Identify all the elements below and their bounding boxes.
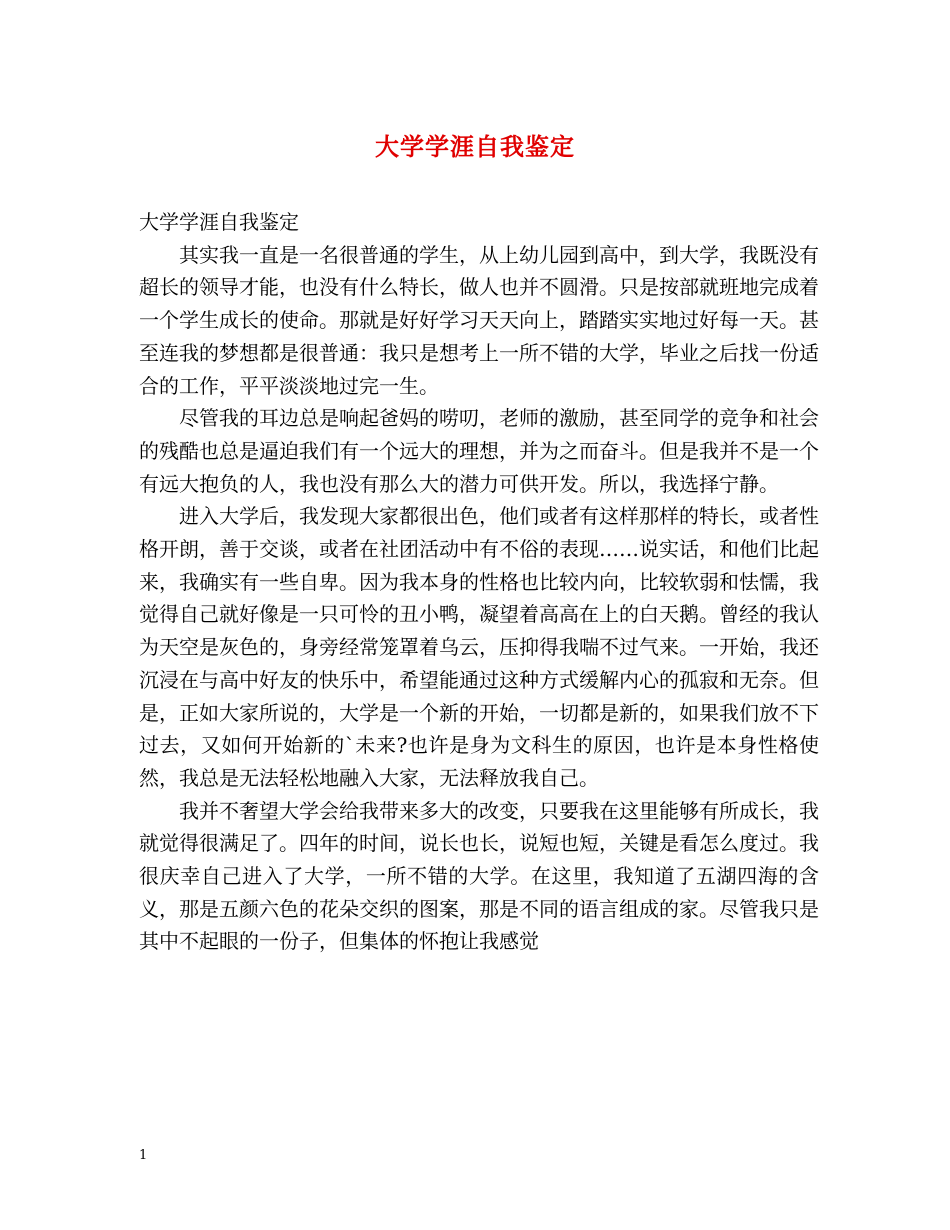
paragraph-1: 其实我一直是一名很普通的学生，从上幼儿园到高中，到大学，我既没有超长的领导才能，也没有什么特长，做人也并不圆滑。只是按部就班地完成着一个学生成长的使命。那就是好好学习天天向上，踏踏实实地过好每一天。甚至连我的梦想都是很普通：我只是想考上一所不错的大学，毕业之后找一份适合的工作，平平淡淡地过完一生。 [139,242,819,398]
document-body [139,206,819,958]
document-title: 大学学涯自我鉴定 [375,132,575,161]
paragraph-4: 我并不奢望大学会给我带来多大的改变，只要我在这里能够有所成长，我就觉得很满足了。四年的时间，说长也长，说短也短，关键是看怎么度过。我很庆幸自己进入了大学，一所不错的大学。在这里，我知道了五湖四海的含义，那是五颜六色的花朵交织的图案，那是不同的语言组成的家。尽管我只是其中不起眼的一份子，但集体的怀抱让我感觉 [139,798,819,954]
paragraph-2: 尽管我的耳边总是响起爸妈的唠叨，老师的激励，甚至同学的竞争和社会的残酷也总是逼迫我们有一个远大的理想，并为之而奋斗。但是我并不是一个有远大抱负的人，我也没有那么大的潜力可供开发。所以，我选择宁静。 [139,406,819,496]
document-subtitle: 大学学涯自我鉴定 [139,210,299,234]
paragraph-3: 进入大学后，我发现大家都很出色，他们或者有这样那样的特长，或者性格开朗，善于交谈，或者在社团活动中有不俗的表现……说实话，和他们比起来，我确实有一些自卑。因为我本身的性格也比较内向，比较软弱和怯懦，我觉得自己就好像是一只可怜的丑小鸭，凝望着高高在上的白天鹅。曾经的我认为天空是灰色的，身旁经常笼罩着乌云，压抑得我喘不过气来。一开始，我还沉浸在与高中好友的快乐中，希望能通过这种方式缓解内心的孤寂和无奈。但是，正如大家所说的，大学是一个新的开始，一切都是新的，如果我们放不下过去，又如何开始新的`未来?也许是身为文科生的原因，也许是本身性格使然，我总是无法轻松地融入大家，无法释放我自己。 [139,504,819,790]
page-number: 1 [139,1148,148,1163]
